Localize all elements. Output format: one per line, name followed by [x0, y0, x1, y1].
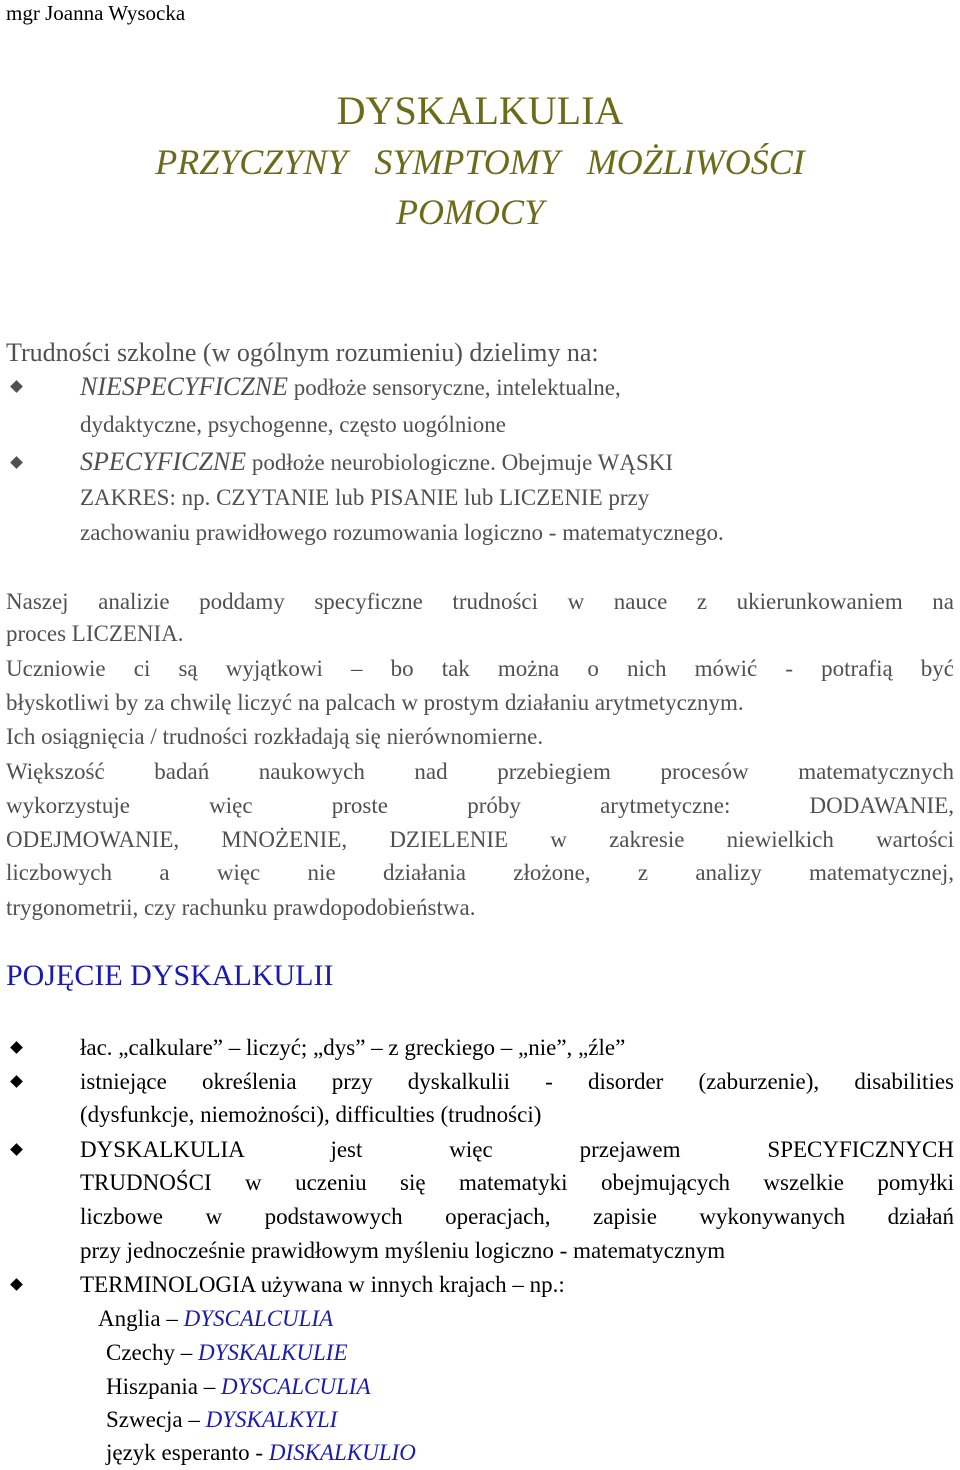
- paragraph1-line2: proces LICZENIA.: [6, 621, 184, 646]
- document-subtitle-line1: PRZYCZYNY SYMPTOMY MOŻLIWOŚCI: [155, 142, 805, 182]
- terminology-item: Szwecja – DYSKALKYLI: [106, 1407, 338, 1432]
- section-heading: POJĘCIE DYSKALKULII: [6, 959, 334, 992]
- paragraph2-line2: wykorzystuje więc proste próby arytmetyczne: DODAWANIE,: [6, 793, 954, 818]
- type-specific-line3: zachowaniu prawidłowego rozumowania logiczno - matematycznego.: [80, 520, 724, 545]
- type-term: NIESPECYFICZNE: [80, 372, 289, 401]
- paragraph1-line3: Uczniowie ci są wyjątkowi – bo tak można o nich mówić - potrafią być: [6, 656, 954, 681]
- type-nonspecific-line1: [80, 372, 954, 403]
- type-nonspecific-line2: dydaktyczne, psychogenne, często uogólnione: [80, 412, 507, 437]
- type-description: podłoże neurobiologiczne. Obejmuje WĄSKI: [246, 450, 674, 475]
- terminology-item: Czechy – DYSKALKULIE: [106, 1340, 348, 1365]
- paragraph2-line4: liczbowych a więc nie działania złożone, z analizy matematycznej,: [6, 860, 954, 885]
- paragraph1-line1: Naszej analizie poddamy specyficzne trudności w nauce z ukierunkowaniem na: [6, 589, 954, 614]
- bullet4-line1: TERMINOLOGIA używana w innych krajach – np.:: [80, 1272, 565, 1297]
- paragraph2-line5: trygonometrii, czy rachunku prawdopodobieństwa.: [6, 895, 476, 920]
- intro-text: Trudności szkolne (w ogólnym rozumieniu) dzielimy na:: [6, 338, 599, 367]
- type-description: podłoże sensoryczne, intelektualne,: [288, 375, 621, 400]
- bullet3-line1: DYSKALKULIA jest więc przejawem SPECYFICZNYCH: [80, 1137, 954, 1162]
- terminology-item: Anglia – DYSCALCULIA: [98, 1306, 334, 1331]
- bullet1-line1: łac. „calkulare” – liczyć; „dys” – z greckiego – „nie”, „źle”: [80, 1035, 626, 1060]
- type-specific-line1: [80, 447, 954, 478]
- terminology-item: język esperanto - DISKALKULIO: [106, 1440, 416, 1465]
- document-title: DYSKALKULIA: [336, 88, 624, 133]
- author-name: mgr Joanna Wysocka: [6, 1, 186, 25]
- type-specific-line2: ZAKRES: np. CZYTANIE lub PISANIE lub LICZENIE przy: [80, 485, 650, 510]
- bullet3-line2: TRUDNOŚCI w uczeniu się matematyki obejmujących wszelkie pomyłki: [80, 1170, 954, 1195]
- type-term: SPECYFICZNE: [80, 447, 247, 476]
- paragraph2-line3: ODEJMOWANIE, MNOŻENIE, DZIELENIE w zakresie niewielkich wartości: [6, 827, 954, 852]
- document-subtitle-line2: POMOCY: [395, 192, 544, 232]
- bullet3-line3: liczbowe w podstawowych operacjach, zapisie wykonywanych działań: [80, 1204, 954, 1229]
- paragraph1-line4: błyskotliwi by za chwilę liczyć na palcach w prostym działaniu arytmetycznym.: [6, 690, 744, 715]
- bullet2-line1: istniejące określenia przy dyskalkulii - disorder (zaburzenie), disabilities: [80, 1069, 954, 1094]
- bullet2-line2: (dysfunkcje, niemożności), difficulties (trudności): [80, 1102, 542, 1127]
- paragraph1-line5: Ich osiągnięcia / trudności rozkładają się nierównomierne.: [6, 724, 544, 749]
- paragraph2-line1: Większość badań naukowych nad przebiegiem procesów matematycznych: [6, 759, 954, 784]
- bullet3-line4: przy jednocześnie prawidłowym myśleniu logiczno - matematycznym: [80, 1238, 726, 1263]
- terminology-item: Hiszpania – DYSCALCULIA: [106, 1374, 371, 1399]
